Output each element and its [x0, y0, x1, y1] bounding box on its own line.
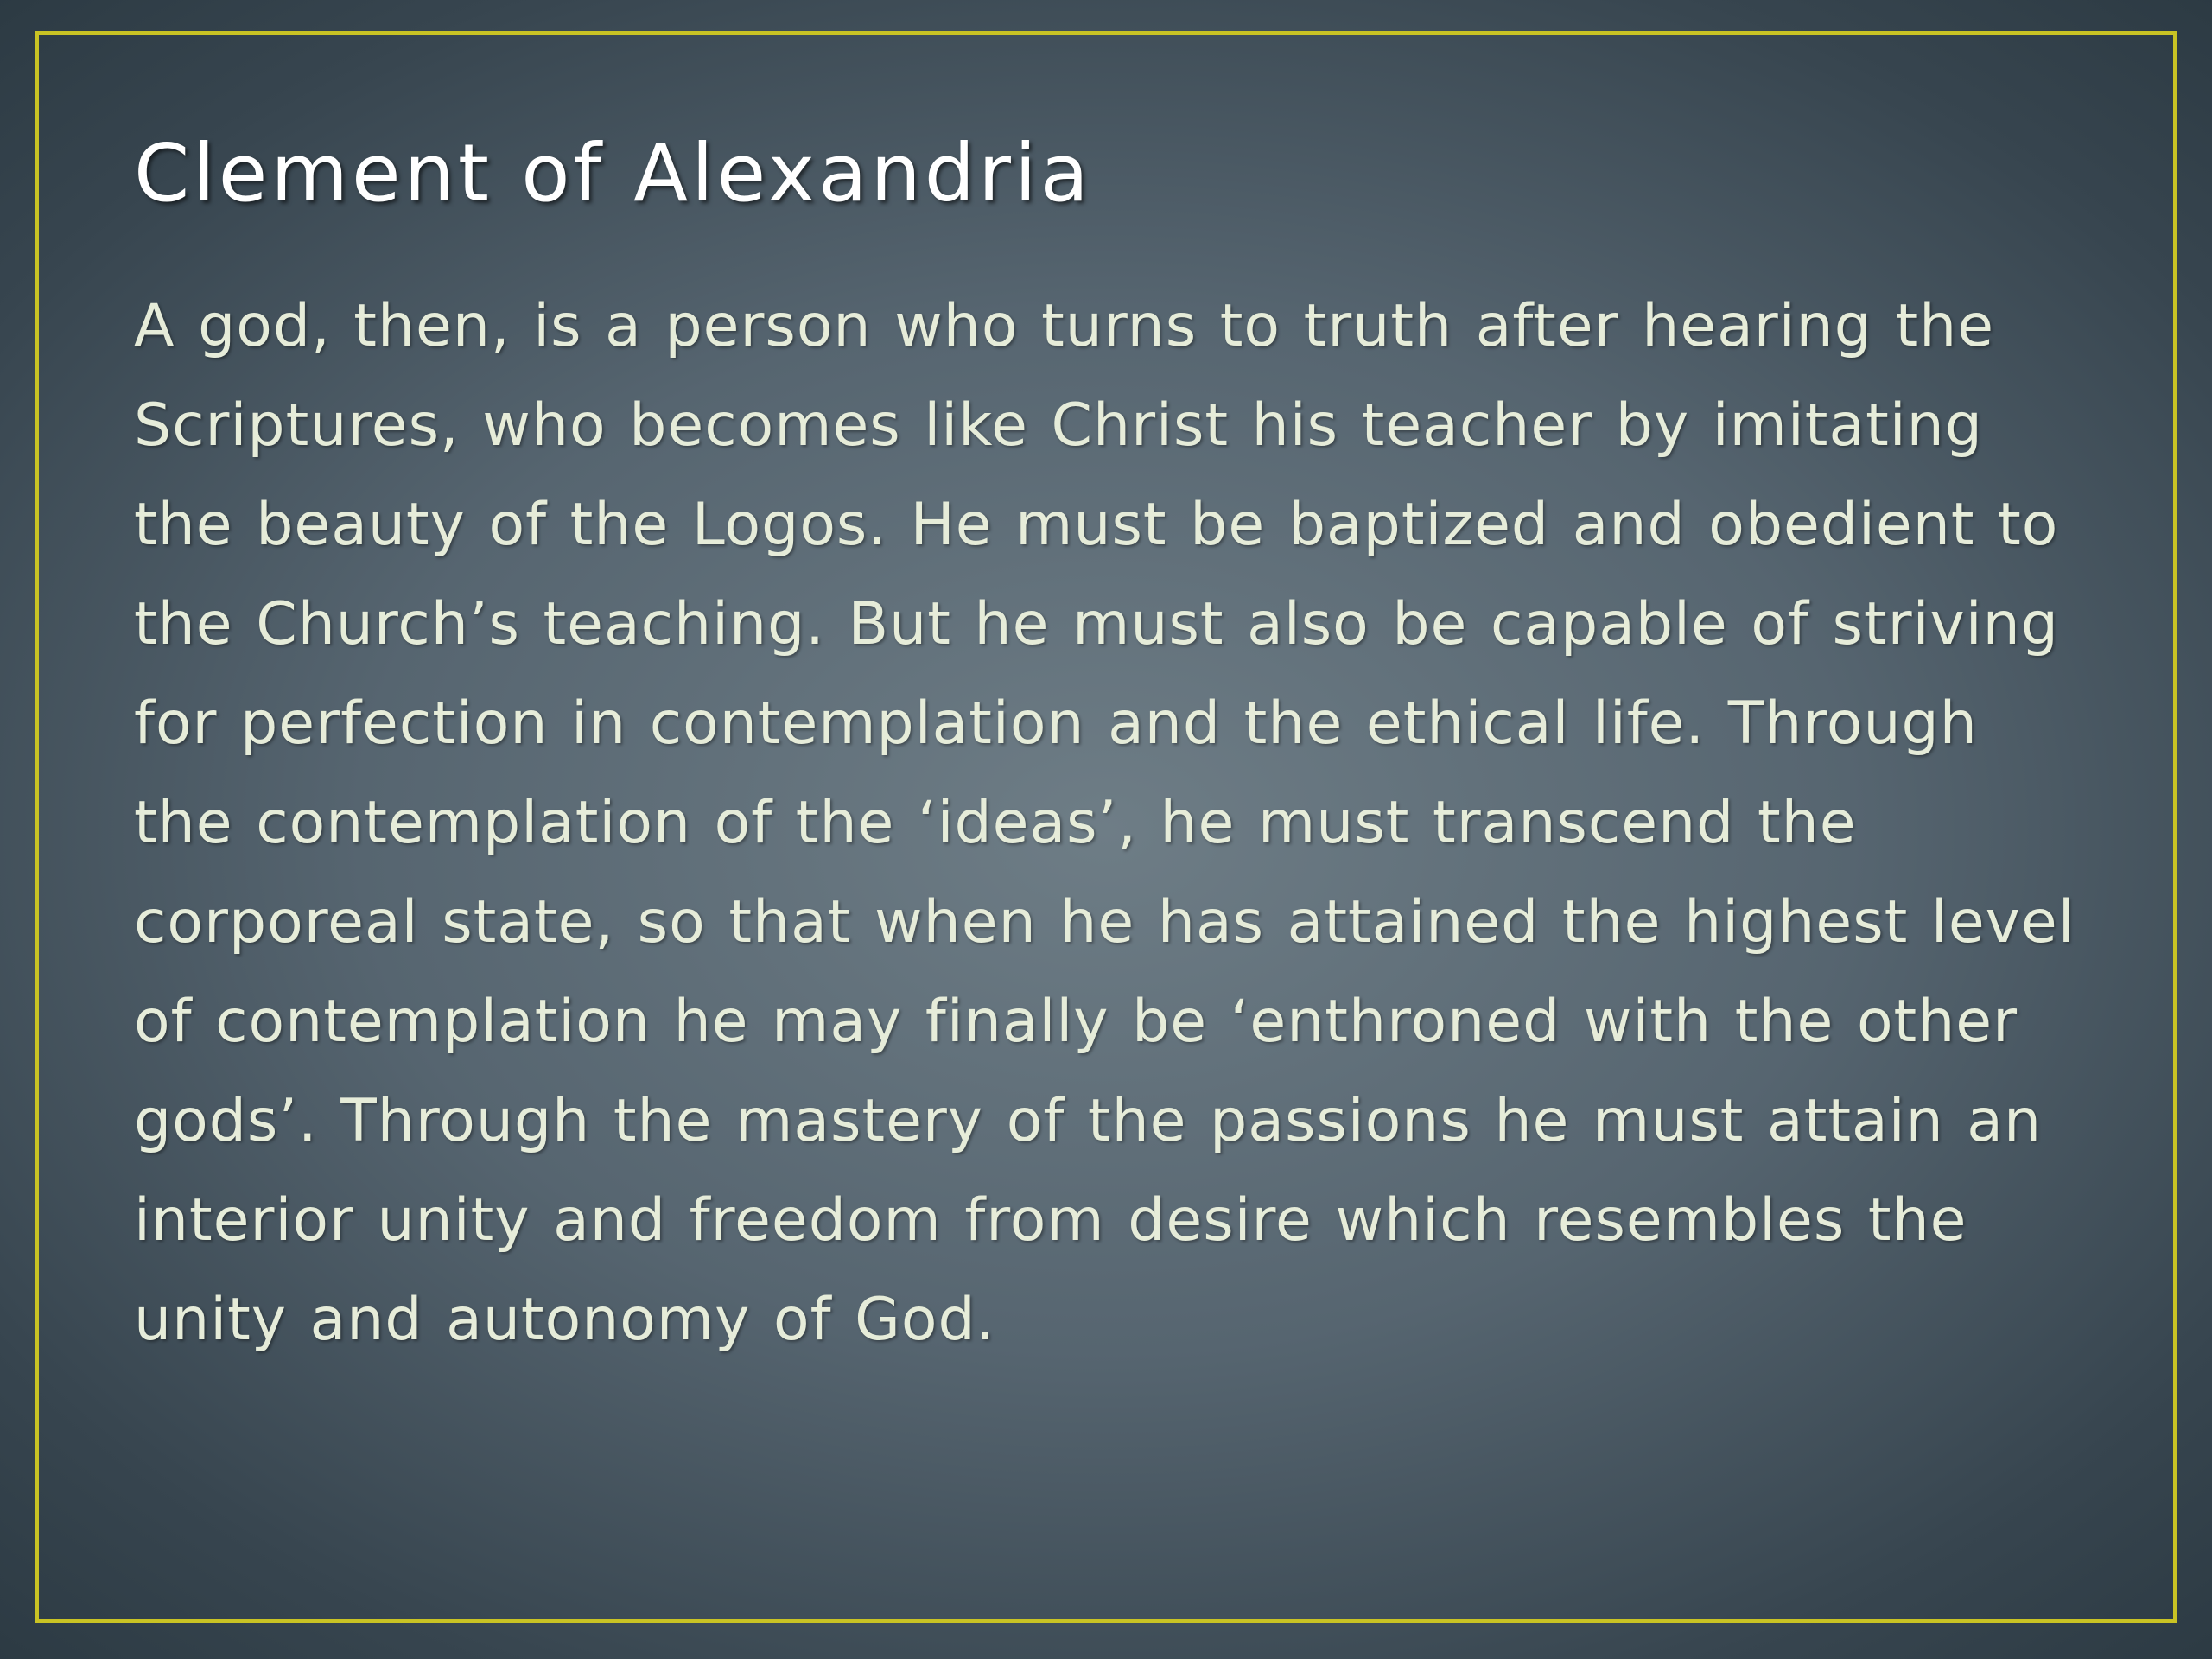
slide-title: Clement of Alexandria: [134, 127, 1092, 219]
slide-body-text: A god, then, is a person who turns to truth after hearing the Scriptures, who becomes like Christ his teacher by imitating the beauty of the Logos. He must be baptized and obedient to the Church’s teaching. But he must also be capable of striving for perfection in contemplation and the ethical life. Through the contemplation of the ‘ideas’, he must transcend the corporeal state, so that when he has attained the highest level of contemplation he may finally be ‘enthroned with the other gods’. Through the mastery of the passions he must attain an interior unity and freedom from desire which resembles the unity and autonomy of God.: [134, 292, 2075, 1354]
